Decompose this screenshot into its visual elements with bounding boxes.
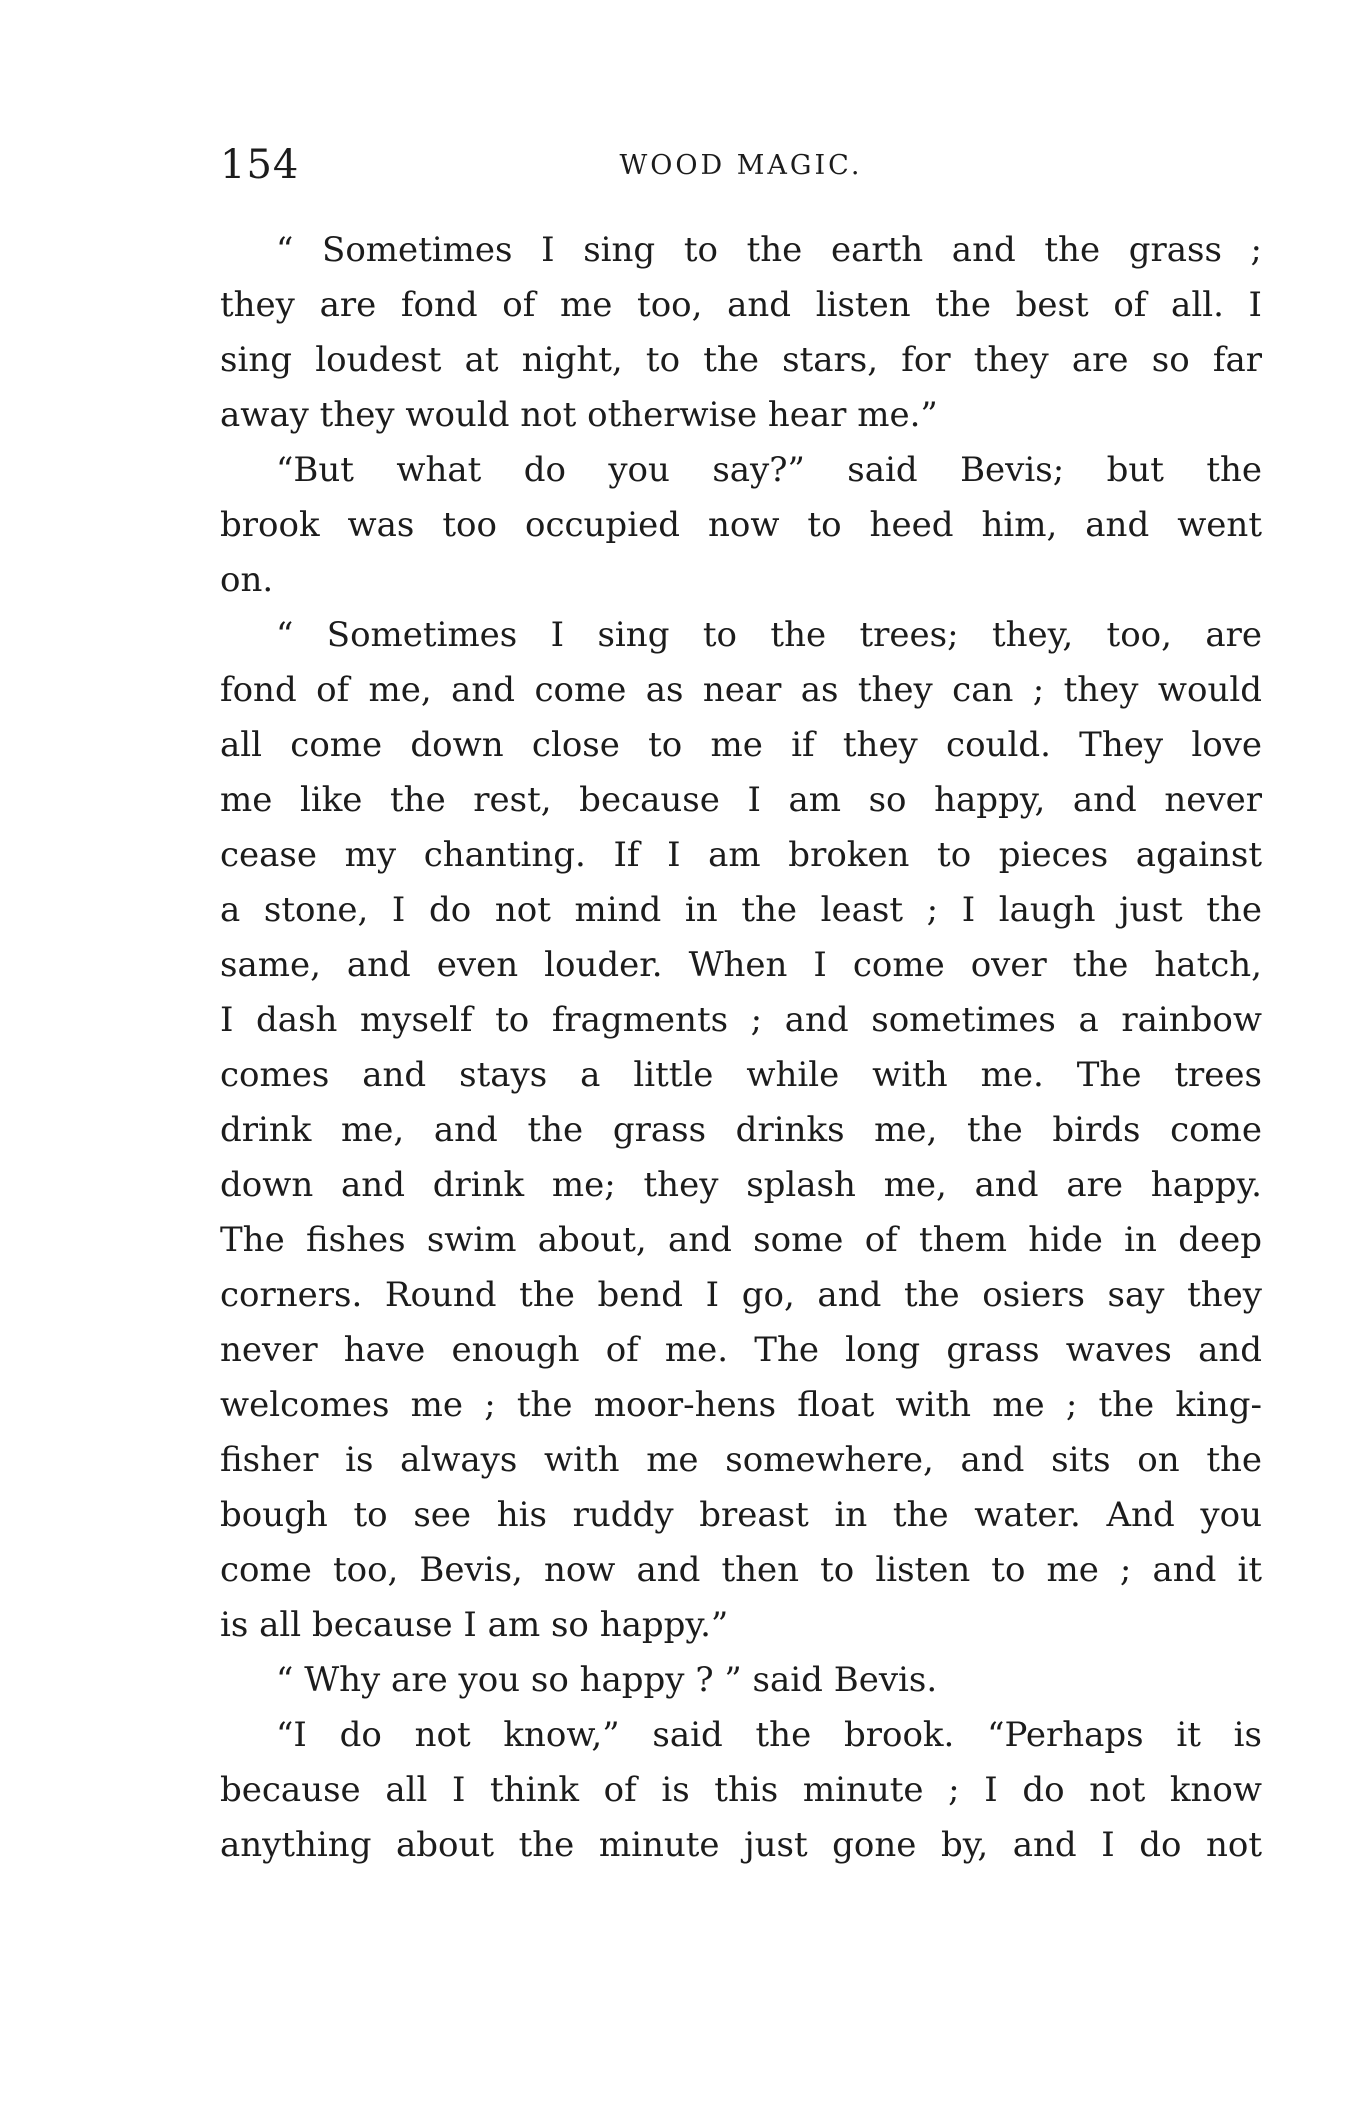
text-line: I dash myself to fragments ; and sometimes a rainbow xyxy=(220,1000,1262,1040)
text-line: “I do not know,” said the brook. “Perhaps it is xyxy=(276,1715,1262,1755)
text-line: comes and stays a little while with me. The trees xyxy=(220,1055,1262,1095)
text-line: The fishes swim about, and some of them hide in deep xyxy=(220,1220,1262,1260)
text-line: away they would not otherwise hear me.” xyxy=(220,395,938,435)
body-text xyxy=(220,223,1262,1873)
text-line: come too, Bevis, now and then to listen to me ; and it xyxy=(220,1550,1262,1590)
text-line: brook was too occupied now to heed him, and went xyxy=(220,505,1262,545)
text-line: “ Sometimes I sing to the earth and the grass ; xyxy=(276,230,1262,270)
running-title: WOOD MAGIC. xyxy=(619,150,863,181)
text-line: corners. Round the bend I go, and the osiers say they xyxy=(220,1275,1262,1315)
text-line: me like the rest, because I am so happy, and never xyxy=(220,780,1262,820)
text-line: because all I think of is this minute ; I do not know xyxy=(220,1770,1262,1810)
text-line: “But what do you say?” said Bevis; but the xyxy=(276,450,1262,490)
text-line: fisher is always with me somewhere, and sits on the xyxy=(220,1440,1262,1480)
text-line: fond of me, and come as near as they can ; they would xyxy=(220,670,1262,710)
text-line: “ Sometimes I sing to the trees; they, too, are xyxy=(276,615,1262,655)
text-line: bough to see his ruddy breast in the water. And you xyxy=(220,1495,1262,1535)
text-line: on. xyxy=(220,560,274,600)
text-line: all come down close to me if they could. They love xyxy=(220,725,1262,765)
text-line: anything about the minute just gone by, and I do not xyxy=(220,1825,1262,1865)
text-line: same, and even louder. When I come over the hatch, xyxy=(220,945,1262,985)
text-line: is all because I am so happy.” xyxy=(220,1605,729,1645)
text-line: sing loudest at night, to the stars, for they are so far xyxy=(220,340,1262,380)
text-line: “ Why are you so happy ? ” said Bevis. xyxy=(276,1660,938,1700)
text-line: a stone, I do not mind in the least ; I laugh just the xyxy=(220,890,1262,930)
text-line: drink me, and the grass drinks me, the birds come xyxy=(220,1110,1262,1150)
page-number: 154 xyxy=(220,142,300,188)
page-header xyxy=(220,140,1262,190)
text-line: welcomes me ; the moor-hens float with me ; the king- xyxy=(220,1385,1262,1425)
text-line: they are fond of me too, and listen the best of all. I xyxy=(220,285,1262,325)
text-line: cease my chanting. If I am broken to pieces against xyxy=(220,835,1262,875)
text-line: down and drink me; they splash me, and are happy. xyxy=(220,1165,1262,1205)
text-line: never have enough of me. The long grass waves and xyxy=(220,1330,1262,1370)
